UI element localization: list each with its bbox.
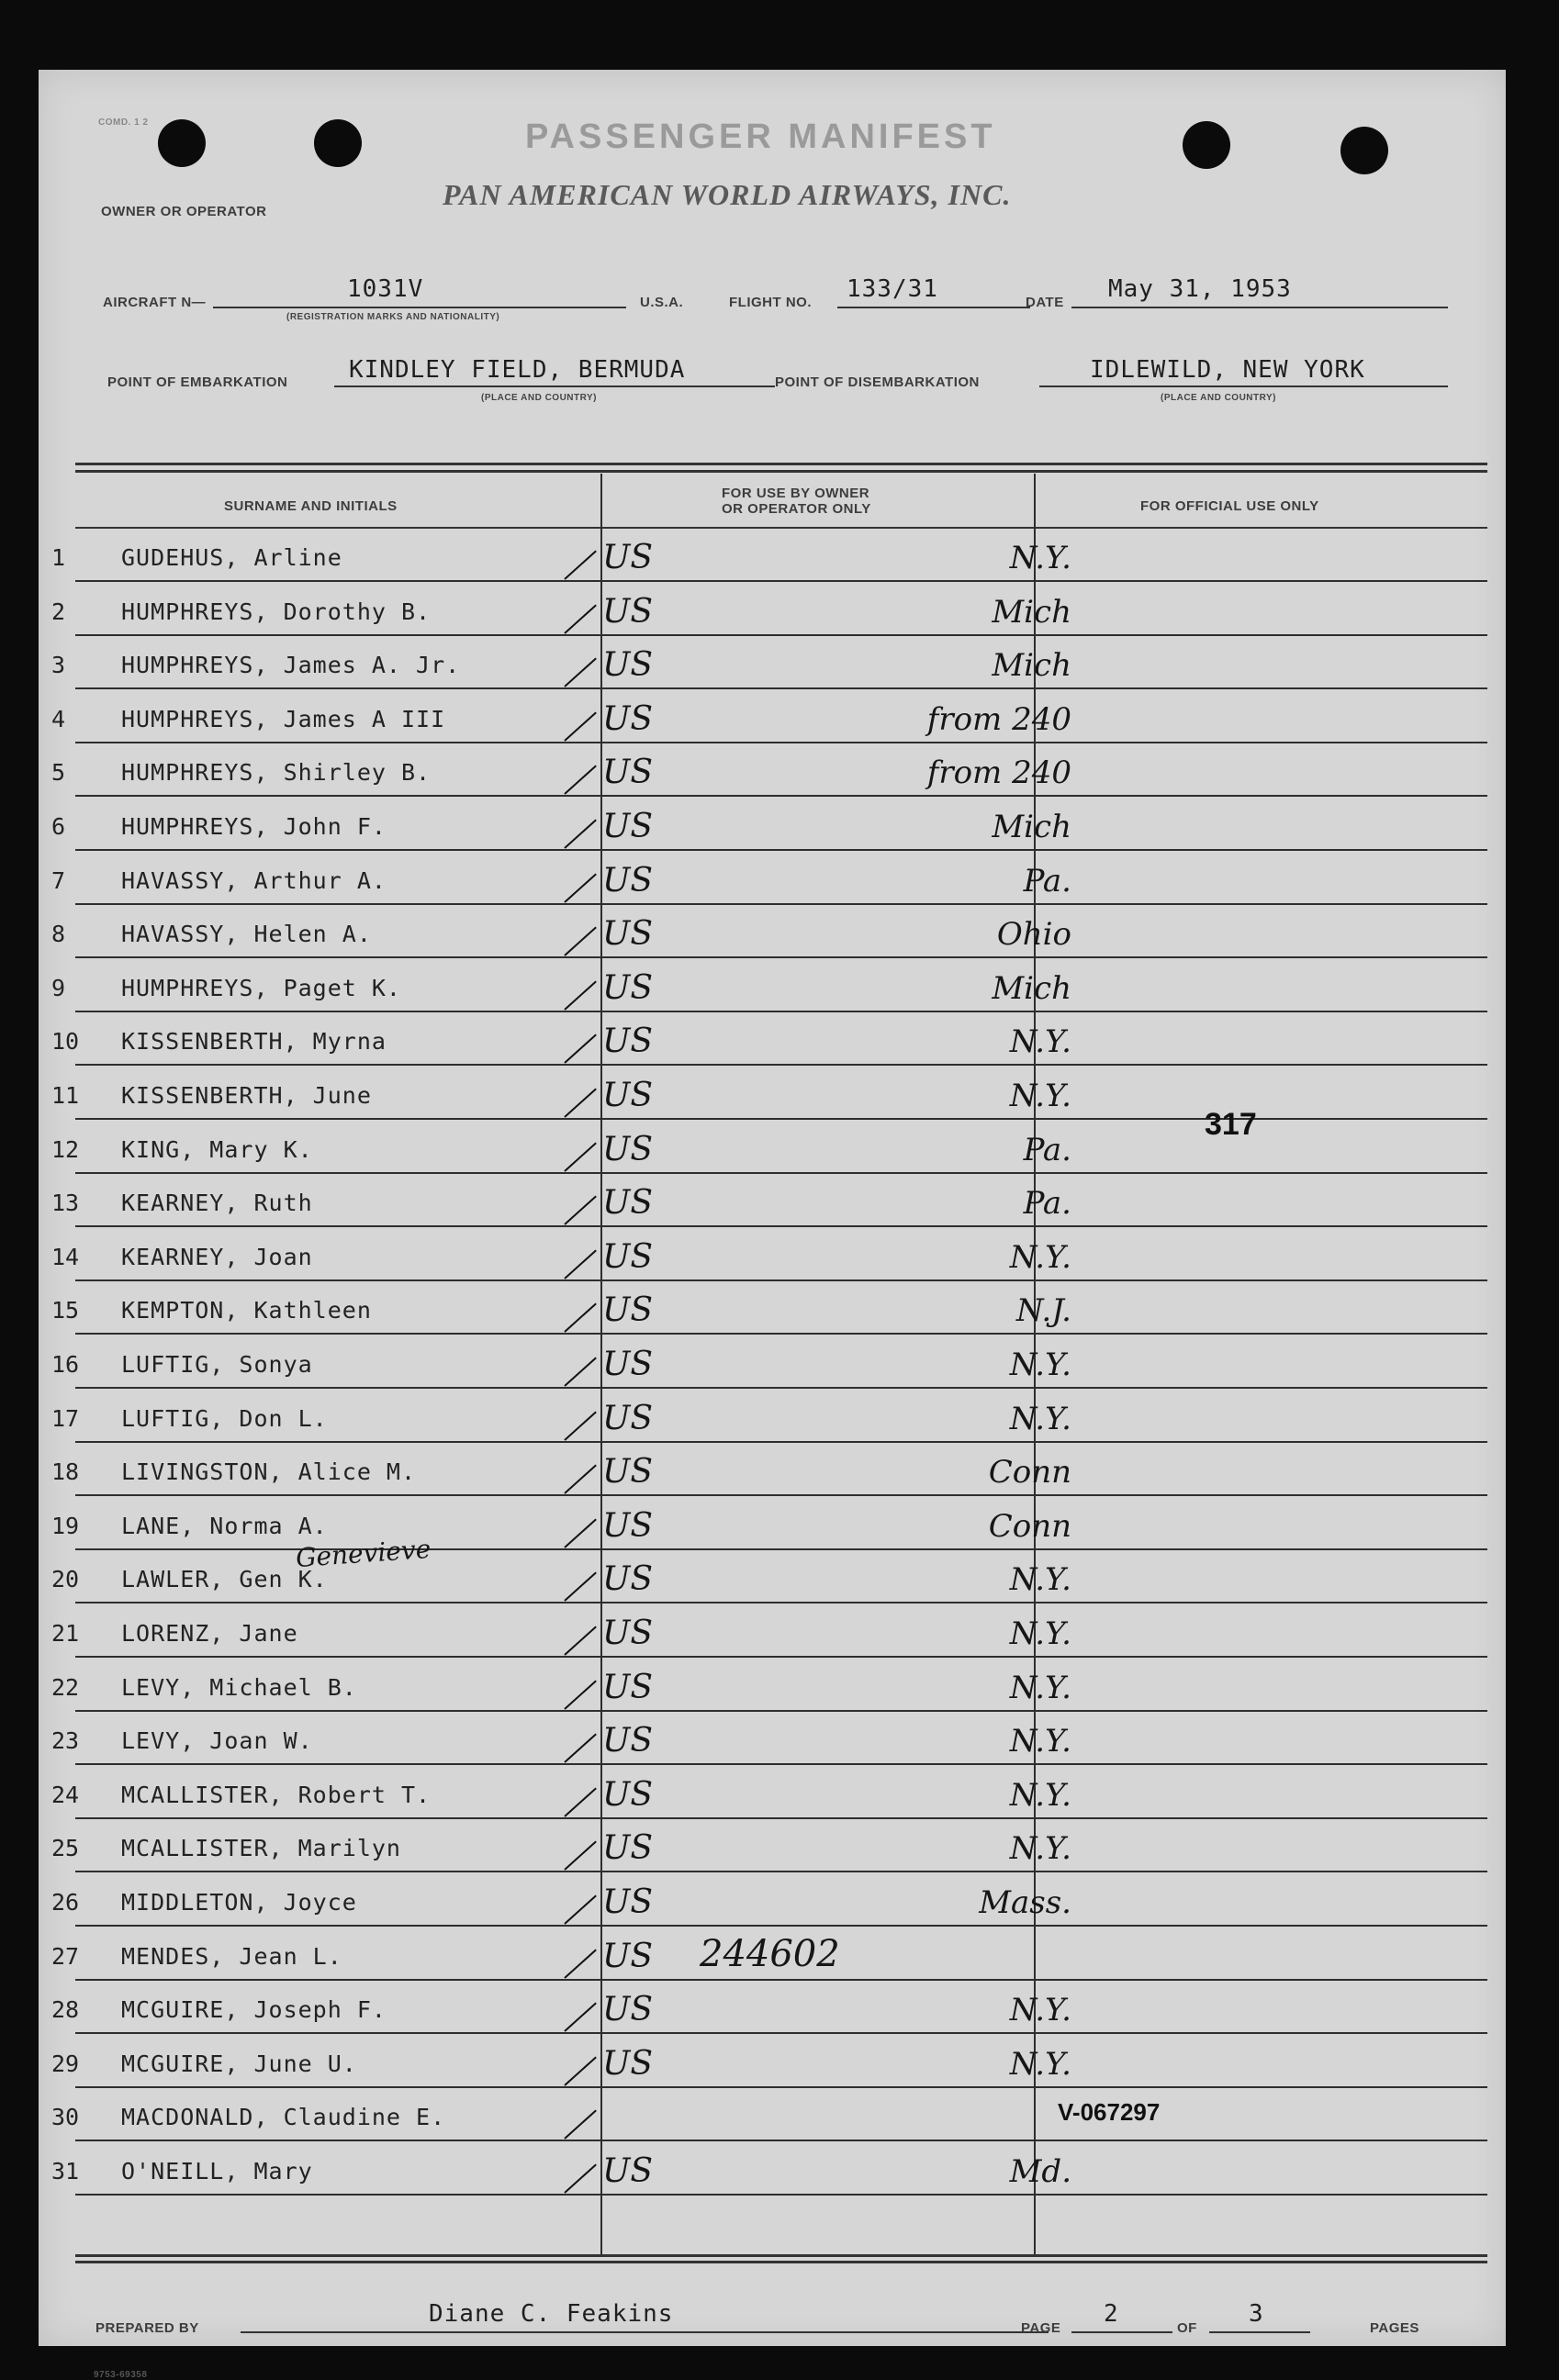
check-mark [564, 1357, 597, 1386]
citizenship: US [602, 861, 654, 899]
table-row [39, 1121, 1506, 1174]
passenger-name: LUFTIG, Sonya [121, 1351, 313, 1378]
embarkation-label: POINT OF EMBARKATION [107, 374, 288, 390]
registration-caption: (REGISTRATION MARKS AND NATIONALITY) [286, 312, 500, 322]
residence-state: N.Y. [1009, 1346, 1071, 1383]
table-row [39, 1604, 1506, 1658]
passenger-name: HAVASSY, Arthur A. [121, 866, 387, 894]
row-number: 31 [51, 2158, 80, 2184]
citizenship: US [602, 1829, 654, 1868]
prepared-by-value: Diane C. Feakins [429, 2300, 674, 2328]
page-value: 2 [1104, 2300, 1119, 2328]
residence-state: Md. [1009, 2153, 1071, 2190]
check-mark [564, 1949, 597, 1978]
citizenship: US [602, 1668, 654, 1706]
punch-hole [1183, 121, 1230, 169]
row-number: 20 [51, 1566, 80, 1593]
passenger-name: GUDEHUS, Arline [121, 544, 342, 571]
table-row [39, 1550, 1506, 1603]
table-row [39, 743, 1506, 797]
passenger-name: LAWLER, Gen K. [121, 1566, 328, 1593]
table-row [39, 1659, 1506, 1712]
passenger-name: HUMPHREYS, Dorothy B. [121, 598, 432, 625]
row-number: 3 [51, 652, 66, 679]
check-mark [564, 2003, 597, 2032]
table-row [39, 1228, 1506, 1281]
row-number: 18 [51, 1458, 80, 1486]
citizenship: US [602, 1184, 654, 1223]
residence-state: N.Y. [1009, 1830, 1071, 1868]
citizenship: US [602, 2044, 654, 2083]
owner-column-header-1: FOR USE BY OWNER [722, 486, 870, 501]
check-mark [564, 1680, 597, 1709]
residence-state: Mich [992, 809, 1071, 845]
passenger-name: O'NEILL, Mary [121, 2158, 313, 2184]
passenger-name: HUMPHREYS, Paget K. [121, 974, 401, 1001]
residence-state: from 240 [926, 700, 1071, 738]
row-number: 17 [51, 1404, 80, 1432]
citizenship: US [602, 2152, 654, 2190]
citizenship: US [602, 592, 654, 631]
passenger-name: HUMPHREYS, James A III [121, 705, 446, 732]
prepared-by-label: PREPARED BY [95, 2320, 199, 2336]
passenger-name: HUMPHREYS, John F. [121, 813, 387, 840]
check-mark [564, 1196, 597, 1225]
check-mark [564, 658, 597, 687]
passenger-name: LEVY, Joan W. [121, 1727, 313, 1755]
residence-state: N.Y. [1009, 1776, 1071, 1814]
row-number: 4 [51, 705, 66, 732]
passenger-name: MIDDLETON, Joyce [121, 1889, 357, 1916]
row-rule [75, 2194, 1487, 2196]
disembarkation-value: IDLEWILD, NEW YORK [1090, 356, 1365, 384]
citizenship: US [602, 1937, 654, 1975]
table-row [39, 1335, 1506, 1389]
citizenship: US [602, 1615, 654, 1652]
table-row [39, 690, 1506, 743]
check-mark [564, 1034, 597, 1064]
passenger-name: KEARNEY, Ruth [121, 1190, 313, 1217]
check-mark [564, 1734, 597, 1763]
passenger-name: KEARNEY, Joan [121, 1243, 313, 1270]
table-row [39, 1712, 1506, 1765]
residence-state: N.Y. [1009, 1561, 1071, 1599]
embark-caption: (PLACE AND COUNTRY) [481, 393, 597, 403]
residence-state: Ohio [996, 916, 1071, 954]
row-number: 7 [51, 866, 66, 894]
table-row [39, 1174, 1506, 1227]
citizenship: US [602, 915, 654, 954]
handwritten-correction: Genevieve [295, 1533, 432, 1574]
of-value: 3 [1249, 2300, 1264, 2328]
residence-state: N.Y. [1009, 1023, 1071, 1061]
row-number: 14 [51, 1243, 80, 1270]
visa-number: V-067297 [1058, 2098, 1161, 2126]
row-number: 25 [51, 1835, 80, 1862]
row-number: 29 [51, 2050, 80, 2077]
table-row [39, 529, 1506, 582]
check-mark [564, 1626, 597, 1655]
punch-hole [314, 119, 362, 167]
owner-column-header-2: OR OPERATOR ONLY [722, 501, 871, 517]
residence-state: N.Y. [1009, 1992, 1071, 2029]
row-number: 12 [51, 1135, 80, 1163]
check-mark [564, 1841, 597, 1871]
airline-name: PAN AMERICAN WORLD AIRWAYS, INC. [443, 178, 1012, 211]
citizenship: US [602, 1399, 654, 1437]
passenger-name: MACDONALD, Claudine E. [121, 2104, 446, 2131]
official-column-header: FOR OFFICIAL USE ONLY [1140, 498, 1319, 514]
check-mark [564, 1411, 597, 1440]
citizenship: US [602, 1560, 654, 1599]
passenger-name: KISSENBERTH, June [121, 1082, 372, 1109]
passenger-name: MCGUIRE, Joseph F. [121, 1996, 387, 2024]
table-row [39, 1981, 1506, 2034]
check-mark [564, 604, 597, 633]
table-row [39, 1067, 1506, 1120]
table-row [39, 583, 1506, 636]
row-number: 28 [51, 1996, 80, 2024]
citizenship: US [602, 539, 654, 576]
passenger-name: HAVASSY, Helen A. [121, 921, 372, 948]
check-mark [564, 1518, 597, 1548]
form-stamp: COMD. 1 2 [98, 117, 149, 128]
passenger-name: LEVY, Michael B. [121, 1673, 357, 1701]
official-number: 317 [1205, 1107, 1257, 1142]
table-row [39, 1281, 1506, 1335]
citizenship: US [602, 1883, 654, 1921]
aircraft-value: 1031V [347, 275, 424, 303]
date-value: May 31, 1953 [1108, 275, 1292, 303]
table-row [39, 636, 1506, 689]
citizenship: US [602, 1237, 654, 1276]
check-mark [564, 1142, 597, 1171]
residence-state: Conn [988, 1454, 1071, 1492]
row-number: 30 [51, 2104, 80, 2131]
passenger-name: HUMPHREYS, James A. Jr. [121, 652, 461, 679]
table-row [39, 1819, 1506, 1872]
passenger-name: MCALLISTER, Marilyn [121, 1835, 401, 1862]
residence-state: N.Y. [1009, 1669, 1071, 1706]
citizenship: US [602, 1775, 654, 1814]
page-label: PAGE [1021, 2320, 1061, 2336]
citizenship: US [602, 1130, 654, 1168]
row-number: 21 [51, 1620, 80, 1647]
row-number: 22 [51, 1673, 80, 1701]
residence-state: Pa. [1023, 862, 1071, 899]
check-mark [564, 2110, 597, 2140]
residence-state: N.Y. [1009, 540, 1071, 576]
check-mark [564, 1787, 597, 1816]
passenger-name: LANE, Norma A. [121, 1512, 328, 1539]
residence-state: N.Y. [1009, 1400, 1071, 1437]
flight-label: FLIGHT NO. [729, 295, 812, 310]
residence-state: from 240 [926, 754, 1071, 792]
table-row [39, 1012, 1506, 1066]
table-row [39, 852, 1506, 905]
row-number: 6 [51, 813, 66, 840]
passenger-name: MCALLISTER, Robert T. [121, 1781, 432, 1808]
citizenship: US [602, 1022, 654, 1061]
passenger-name: LUFTIG, Don L. [121, 1404, 328, 1432]
document-title: PASSENGER MANIFEST [525, 117, 996, 156]
surname-column-header: SURNAME AND INITIALS [224, 498, 398, 514]
residence-state: Mich [992, 969, 1071, 1007]
row-number: 8 [51, 921, 66, 948]
check-mark [564, 1572, 597, 1602]
passenger-name: KING, Mary K. [121, 1135, 313, 1163]
residence-state: N.Y. [1009, 1615, 1071, 1652]
row-number: 23 [51, 1727, 80, 1755]
punch-hole [158, 119, 206, 167]
row-number: 2 [51, 598, 66, 625]
row-number: 15 [51, 1297, 80, 1324]
row-number: 9 [51, 974, 66, 1001]
table-row [39, 2142, 1506, 2196]
check-mark [564, 2163, 597, 2193]
check-mark [564, 819, 597, 848]
passenger-name: KISSENBERTH, Myrna [121, 1028, 387, 1056]
table-row [39, 959, 1506, 1012]
citizenship: US [602, 808, 654, 845]
check-mark [564, 1894, 597, 1924]
row-number: 26 [51, 1889, 80, 1916]
table-row [39, 1873, 1506, 1927]
row-number: 16 [51, 1351, 80, 1378]
residence-state: Pa. [1023, 1185, 1071, 1223]
row-number: 1 [51, 544, 66, 571]
row-number: 27 [51, 1942, 80, 1970]
manifest-sheet [39, 70, 1506, 2380]
disembarkation-label: POINT OF DISEMBARKATION [775, 374, 980, 390]
row-number: 24 [51, 1781, 80, 1808]
date-label: DATE [1026, 295, 1064, 310]
of-label: OF [1177, 2320, 1197, 2336]
check-mark [564, 1088, 597, 1117]
table-row [39, 1390, 1506, 1443]
citizenship: US [602, 1722, 654, 1760]
passenger-name: LIVINGSTON, Alice M. [121, 1458, 417, 1486]
row-number: 19 [51, 1512, 80, 1539]
flight-value: 133/31 [847, 275, 938, 303]
residence-state: N.Y. [1009, 1078, 1071, 1114]
citizenship: US [602, 1453, 654, 1492]
residence-state: N.Y. [1009, 2045, 1071, 2083]
passenger-name: HUMPHREYS, Shirley B. [121, 759, 432, 787]
check-mark [564, 1249, 597, 1279]
residence-state: N.J. [1015, 1292, 1071, 1330]
residence-state: Mass. [979, 1884, 1071, 1921]
row-number: 10 [51, 1028, 80, 1056]
handwritten-number: 244602 [700, 1933, 840, 1975]
passenger-name: MENDES, Jean L. [121, 1942, 342, 1970]
row-number: 5 [51, 759, 66, 787]
residence-state: Conn [988, 1507, 1071, 1545]
residence-state: Mich [992, 593, 1071, 631]
citizenship: US [602, 968, 654, 1007]
passenger-name: LORENZ, Jane [121, 1620, 298, 1647]
check-mark [564, 1465, 597, 1494]
check-mark [564, 2056, 597, 2085]
check-mark [564, 980, 597, 1010]
owner-label: OWNER OR OPERATOR [101, 204, 267, 219]
check-mark [564, 927, 597, 956]
citizenship: US [602, 1346, 654, 1383]
pages-label: PAGES [1370, 2320, 1419, 2336]
row-number: 11 [51, 1082, 80, 1109]
residence-state: N.Y. [1009, 1723, 1071, 1760]
citizenship: US [602, 754, 654, 792]
check-mark [564, 765, 597, 795]
table-row [39, 905, 1506, 958]
citizenship: US [602, 1291, 654, 1330]
check-mark [564, 873, 597, 902]
check-mark [564, 550, 597, 579]
passenger-name: MCGUIRE, June U. [121, 2050, 357, 2077]
table-row [39, 2088, 1506, 2141]
check-mark [564, 1303, 597, 1333]
table-row [39, 1766, 1506, 1819]
citizenship: US [602, 1077, 654, 1114]
citizenship: US [602, 699, 654, 738]
citizenship: US [602, 646, 654, 685]
usa-label: U.S.A. [640, 295, 684, 310]
row-number: 13 [51, 1190, 80, 1217]
punch-hole [1340, 127, 1388, 174]
form-code: 9753-69358 [94, 2370, 148, 2380]
passenger-name: KEMPTON, Kathleen [121, 1297, 372, 1324]
check-mark [564, 711, 597, 741]
residence-state: N.Y. [1009, 1238, 1071, 1276]
residence-state: Mich [992, 647, 1071, 685]
table-row [39, 2035, 1506, 2088]
disembark-caption: (PLACE AND COUNTRY) [1161, 393, 1276, 403]
table-row [39, 1443, 1506, 1496]
aircraft-label: AIRCRAFT N— [103, 295, 207, 310]
embarkation-value: KINDLEY FIELD, BERMUDA [349, 356, 686, 384]
table-row [39, 798, 1506, 851]
citizenship: US [602, 1506, 654, 1545]
citizenship: US [602, 1991, 654, 2029]
table-row [39, 1497, 1506, 1550]
residence-state: Pa. [1023, 1131, 1071, 1168]
